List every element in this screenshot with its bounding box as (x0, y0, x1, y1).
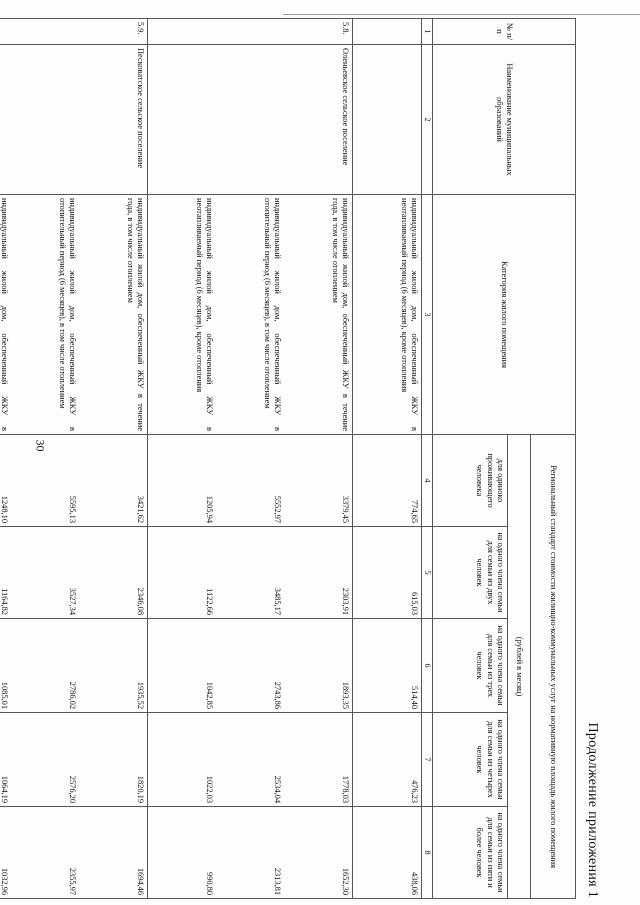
row-index (148, 19, 217, 45)
header-col5: на одного члена семьи для семьи из двух человек (433, 527, 508, 619)
value-single: 1205,94 (148, 435, 217, 527)
column-number: 5 (422, 527, 433, 619)
value-five: 1032,96 (0, 807, 11, 899)
table-row (216, 19, 284, 899)
value-three: 2786,02 (11, 619, 79, 713)
row-municipality (11, 45, 79, 195)
column-number: 6 (422, 619, 433, 713)
column-number: 4 (422, 435, 433, 527)
row-category: индивидуальный жилой дом, обеспеченный ЖКУ в (0, 195, 11, 435)
value-three: 514,40 (353, 619, 422, 713)
row-category: индивидуальный жилой дом, обеспеченный ЖКУ в течение года, в том числе отоплением (79, 195, 148, 435)
value-single: 5595,13 (11, 435, 79, 527)
row-municipality: Оленьевское сельское поселение (284, 45, 353, 195)
row-index (353, 19, 422, 45)
row-category: индивидуальный жилой дом, обеспеченный ЖКУ в отопительный период (6 месяцев), в том числе отоплением (11, 195, 79, 435)
column-number: 7 (422, 713, 433, 807)
value-two: 3485,17 (216, 527, 284, 619)
row-municipality: Песковатское сельское поселение (79, 45, 148, 195)
value-two: 2303,91 (284, 527, 353, 619)
column-number: 2 (422, 45, 433, 195)
value-four: 2576,20 (11, 713, 79, 807)
column-number: 3 (422, 195, 433, 435)
value-four: 476,23 (353, 713, 422, 807)
header-standard: Региональный стандарт стоимости жилищно-коммунальных услуг на нормативную площадь жилого помещения (531, 435, 576, 899)
tariff-table (0, 18, 576, 899)
header-standard-unit: (рублей в месяц) (508, 435, 531, 899)
value-five: 438,06 (353, 807, 422, 899)
row-category: индивидуальный жилой дом, обеспеченный ЖКУ в отопительный период (6 месяцев), в том числе отоплением (216, 195, 284, 435)
value-two: 1164,82 (0, 527, 11, 619)
value-three: 1042,85 (148, 619, 217, 713)
value-four: 1778,03 (284, 713, 353, 807)
value-five: 2313,81 (216, 807, 284, 899)
value-single: 5552,97 (216, 435, 284, 527)
value-five: 1694,46 (79, 807, 148, 899)
column-number: 1 (422, 19, 433, 45)
value-single: 3421,62 (79, 435, 148, 527)
header-num: № п/п (433, 19, 576, 45)
row-municipality (353, 45, 422, 195)
header-col7: на одного члена семьи для семьи из четырех человек (433, 713, 508, 807)
row-index: 5.8. (284, 19, 353, 45)
value-four: 1820,19 (79, 713, 148, 807)
value-single: 774,65 (353, 435, 422, 527)
value-two: 3527,34 (11, 527, 79, 619)
page-number: 30 (33, 439, 48, 452)
value-four: 1022,03 (148, 713, 217, 807)
rotated-sheet (0, 18, 600, 898)
row-index (216, 19, 284, 45)
value-two: 615,03 (353, 527, 422, 619)
row-index (0, 19, 11, 45)
scan-edge-line (283, 14, 640, 15)
header-category: Категория жилого помещения (433, 195, 576, 435)
row-municipality (216, 45, 284, 195)
value-five: 1652,30 (284, 807, 353, 899)
value-three: 1893,35 (284, 619, 353, 713)
column-number: 8 (422, 807, 433, 899)
table-row (11, 19, 79, 899)
value-three: 2743,86 (216, 619, 284, 713)
row-category: индивидуальный жилой дом, обеспеченный ЖКУ в неотапливаемый период (6 месяцев), кроме отопления (148, 195, 217, 435)
value-single: 3379,45 (284, 435, 353, 527)
header-col8: на одного члена семьи для семьи из пяти и более человек (433, 807, 508, 899)
row-category: индивидуальный жилой дом, обеспеченный ЖКУ в неотапливаемый период (6 месяцев), кроме отопления (353, 195, 422, 435)
row-index: 5.9. (79, 19, 148, 45)
table-row (0, 19, 11, 899)
row-index (11, 19, 79, 45)
value-two: 2346,08 (79, 527, 148, 619)
row-municipality (0, 45, 11, 195)
table-row (148, 19, 217, 899)
column-number-row (422, 19, 433, 899)
row-municipality (148, 45, 217, 195)
table-row (79, 19, 148, 899)
table-row (353, 19, 422, 899)
value-three: 1935,52 (79, 619, 148, 713)
row-category: индивидуальный жилой дом, обеспеченный ЖКУ в течение года, в том числе отоплением (284, 195, 353, 435)
value-five: 2355,97 (11, 807, 79, 899)
value-four: 1064,19 (0, 713, 11, 807)
value-single: 1248,10 (0, 435, 11, 527)
header-col6: на одного члена семьи для семьи из трех человек (433, 619, 508, 713)
value-five: 990,80 (148, 807, 217, 899)
value-four: 2534,04 (216, 713, 284, 807)
header-municipality: Наименование муниципальных образований (433, 45, 576, 195)
header-col4: для одиноко проживающего человека (433, 435, 508, 527)
appendix-title: Продолжение приложения 1 (585, 722, 600, 898)
table-row (284, 19, 353, 899)
value-two: 1122,66 (148, 527, 217, 619)
value-three: 1085,01 (0, 619, 11, 713)
